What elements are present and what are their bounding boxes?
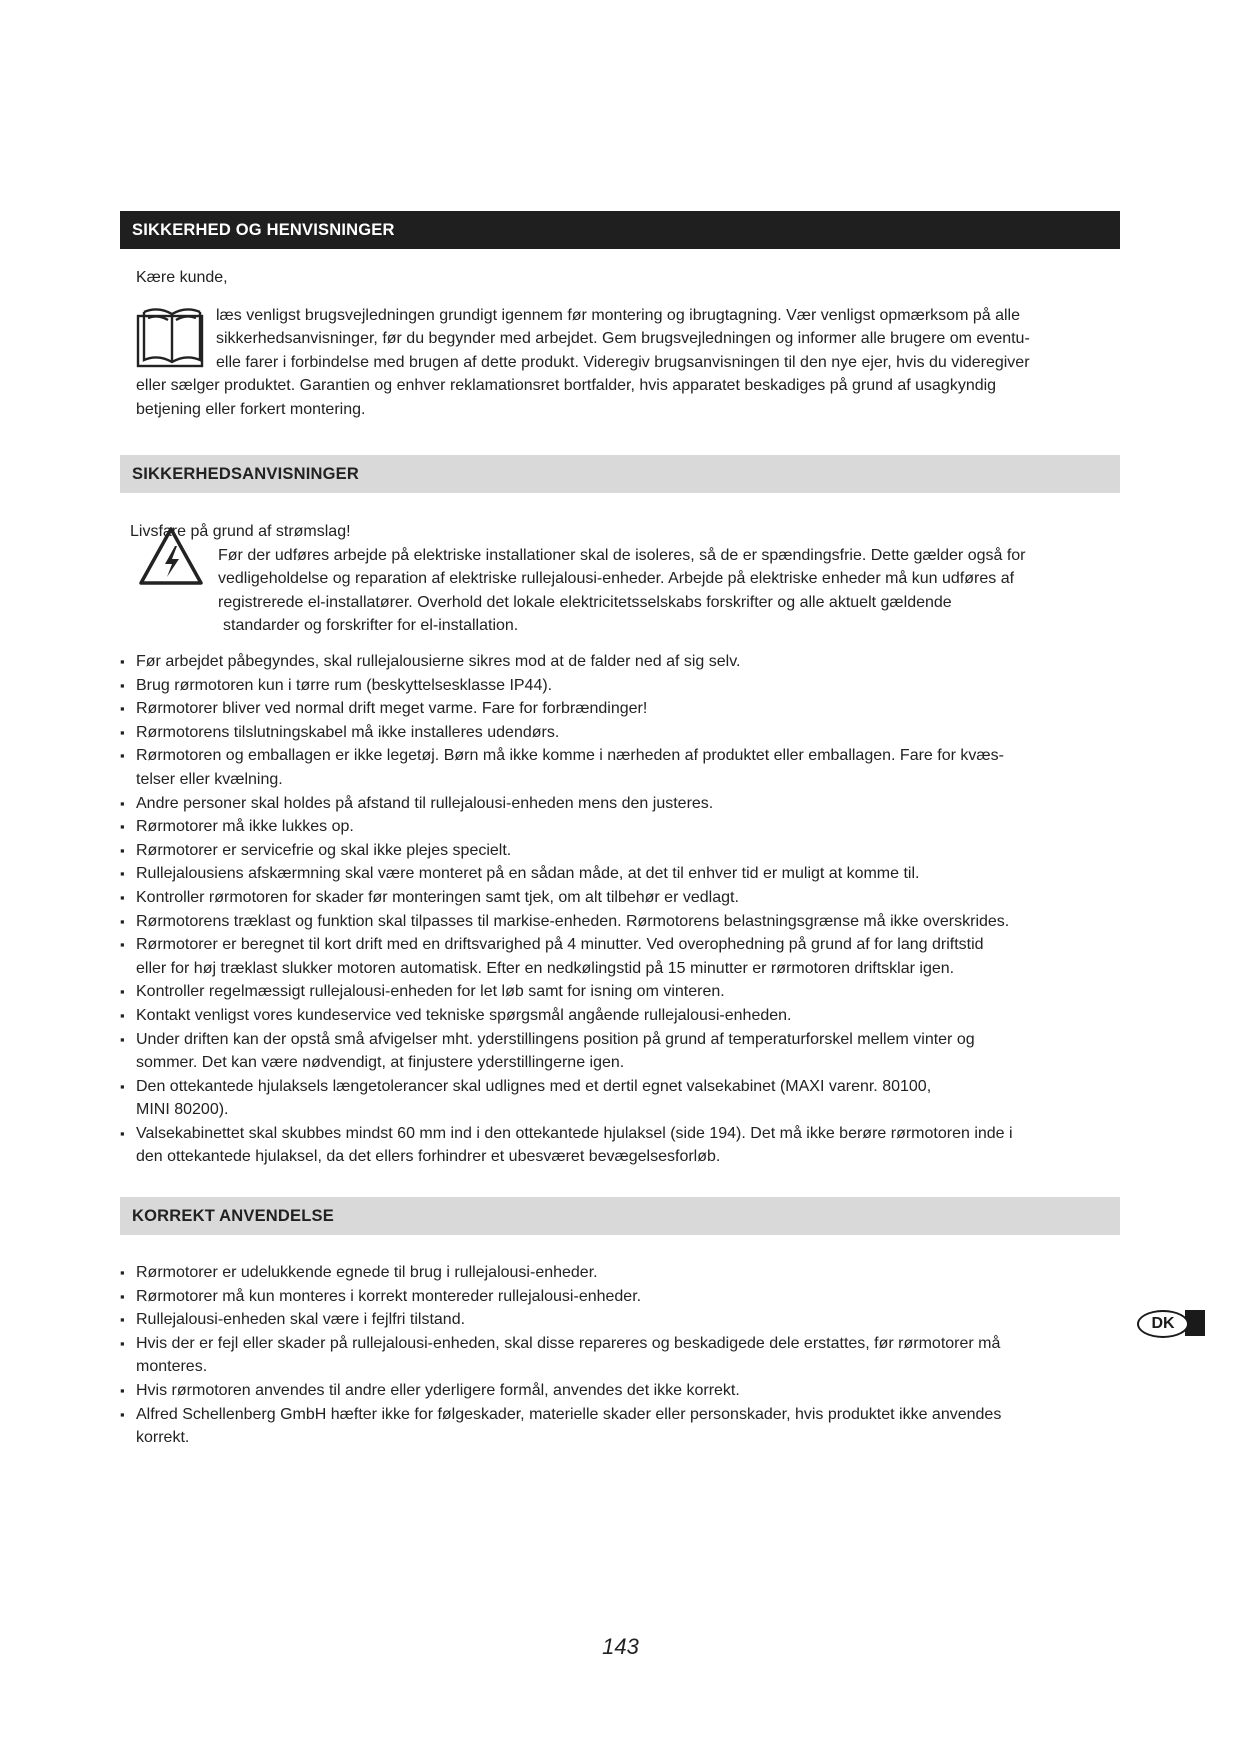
safety-bullet-line: eller for høj træklast slukker motoren automatisk. Efter en nedkølingstid på 15 minutter er rørmotoren driftsklar igen. xyxy=(136,959,955,977)
safety-bullet xyxy=(120,792,1120,816)
safety-bullet-line: ▪ Kontroller rørmotoren for skader før monteringen samt tjek, om alt tilbehør er vedlagt. xyxy=(136,888,739,906)
language-badge-label: DK xyxy=(1137,1310,1189,1338)
safety-bullet-line: ▪ Kontakt venligst vores kundeservice ved tekniske spørgsmål angående rullejalousi-enheden. xyxy=(136,1006,792,1024)
safety-bullet-line: MINI 80200). xyxy=(136,1101,229,1119)
safety-bullet-line: ▪ Under driften kan der opstå små afvigelser mht. yderstillingens position på grund af temperaturforskel mellem vinter og xyxy=(136,1030,975,1048)
safety-bullet-line: ▪ Rørmotoren og emballagen er ikke legetøj. Børn må ikke komme i nærheden af produktet eller emballagen. Fare for kvæs- xyxy=(136,747,1004,765)
safety-bullet-line: ▪ Rørmotorens tilslutningskabel må ikke installeres udendørs. xyxy=(136,723,560,741)
safety-bullet-line: ▪ Før arbejdet påbegyndes, skal rullejalousierne sikres mod at de falder ned af sig selv. xyxy=(136,653,741,670)
use-bullet xyxy=(120,1332,1120,1379)
safety-bullet-line: ▪ Rørmotorer er beregnet til kort drift med en driftsvarighed på 4 minutter. Ved overophedning på grund af for lang driftstid xyxy=(136,936,984,954)
warning-line: vedligeholdelse og reparation af elektriske rullejalousi-enheder. Arbejde på elektriske enheder må kun udføres af xyxy=(218,570,1015,588)
safety-bullet xyxy=(120,980,1120,1004)
warning-line: standarder og forskrifter for el-installation. xyxy=(223,617,519,635)
safety-bullet-line: den ottekantede hjulaksel, da det ellers forhindrer et ubesværet bevægelsesforløb. xyxy=(136,1148,721,1166)
use-bullet-line: ▪ Hvis rørmotoren anvendes til andre eller yderligere formål, anvendes det ikke korrekt. xyxy=(136,1381,740,1399)
intro-line: eller sælger produktet. Garantien og enhver reklamationsret bortfalder, hvis apparatet beskadiges på grund af usagkyndig xyxy=(136,377,997,395)
use-bullet xyxy=(120,1261,1120,1285)
use-bullet xyxy=(120,1308,1120,1332)
greeting: Kære kunde, xyxy=(136,269,228,286)
intro-line: elle farer i forbindelse med brugen af dette produkt. Videregiv brugsanvisningen til den nye ejer, hvis du videregiver xyxy=(216,353,1030,371)
section-header-safety xyxy=(120,211,1120,249)
safety-bullet-line: ▪ Rørmotorens træklast og funktion skal tilpasses til markise-enheden. Rørmotorens belastningsgrænse må ikke overskrides. xyxy=(136,912,1010,930)
safety-bullet xyxy=(120,744,1120,791)
safety-bullet xyxy=(120,1028,1120,1075)
safety-bullet xyxy=(120,933,1120,980)
section-header-safety-label: SIKKERHED OG HENVISNINGER xyxy=(132,221,395,239)
use-bullet-line: ▪ Rørmotorer må kun monteres i korrekt montereder rullejalousi-enheder. xyxy=(136,1287,642,1305)
safety-bullet xyxy=(120,650,1120,674)
correct-use-bullet-list xyxy=(120,1261,1120,1450)
section-header-instructions xyxy=(120,455,1120,493)
safety-bullet-line: ▪ Den ottekantede hjulaksels længetolerancer skal udlignes med et dertil egnet valsekabinet (MAXI varenr. 80100, xyxy=(136,1077,932,1095)
safety-bullet xyxy=(120,886,1120,910)
safety-bullet-line: ▪ Kontroller regelmæssigt rullejalousi-enheden for let løb samt for isning om vinteren. xyxy=(136,983,725,1001)
use-bullet-line: ▪ Rørmotorer er udelukkende egnede til brug i rullejalousi-enheder. xyxy=(136,1264,598,1281)
safety-bullet xyxy=(120,697,1120,721)
safety-bullet xyxy=(120,1122,1120,1169)
safety-bullet-line: sommer. Det kan være nødvendigt, at finjustere yderstillingerne igen. xyxy=(136,1054,625,1072)
warning-line: registrerede el-installatører. Overhold det lokale elektricitetsselskabs forskrifter og alle aktuelt gældende xyxy=(218,593,952,611)
section-header-correct-use xyxy=(120,1197,1120,1235)
intro-paragraph xyxy=(136,266,1121,422)
use-bullet-line: ▪ Alfred Schellenberg GmbH hæfter ikke for følgeskader, materielle skader eller personskader, hvis produktet ikke anvendes xyxy=(136,1405,1002,1423)
book-icon xyxy=(136,304,208,370)
safety-bullet-line: ▪ Rullejalousiens afskærmning skal være monteret på en sådan måde, at det til enhver tid er muligt at komme til. xyxy=(136,865,920,883)
safety-bullet xyxy=(120,815,1120,839)
warning-title: Livsfare på grund af strømslag! xyxy=(130,523,351,540)
safety-bullet-list xyxy=(120,650,1120,1169)
use-bullet xyxy=(120,1379,1120,1403)
intro-line: læs venligst brugsvejledningen grundigt igennem før montering og ibrugtagning. Vær venligst opmærksom på alle xyxy=(216,306,1020,324)
section-header-correct-use-label: KORREKT ANVENDELSE xyxy=(132,1207,334,1225)
safety-bullet-line: ▪ Andre personer skal holdes på afstand til rullejalousi-enheden mens den justeres. xyxy=(136,794,714,812)
page-number: 143 xyxy=(602,1634,639,1659)
safety-bullet xyxy=(120,1075,1120,1122)
warning-line: Før der udføres arbejde på elektriske installationer skal de isoleres, så de er spændingsfrie. Dette gælder også for xyxy=(218,546,1026,564)
safety-bullet-line: ▪ Rørmotorer bliver ved normal drift meget varme. Fare for forbrændinger! xyxy=(136,700,648,718)
use-bullet-line: ▪ Rullejalousi-enheden skal være i fejlfri tilstand. xyxy=(136,1311,466,1329)
warning-block xyxy=(130,520,1120,638)
use-bullet-line: monteres. xyxy=(136,1358,208,1376)
safety-bullet-line: ▪ Brug rørmotoren kun i tørre rum (beskyttelsesklasse IP44). xyxy=(136,676,553,694)
safety-bullet xyxy=(120,1004,1120,1028)
intro-line: betjening eller forkert montering. xyxy=(136,400,366,418)
safety-bullet xyxy=(120,910,1120,934)
safety-bullet xyxy=(120,839,1120,863)
use-bullet-line: korrekt. xyxy=(136,1429,190,1447)
safety-bullet-line: ▪ Valsekabinettet skal skubbes mindst 60 mm ind i den ottekantede hjulaksel (side 194). Det må ikke berøre rørmotoren inde i xyxy=(136,1124,1013,1142)
use-bullet xyxy=(120,1403,1120,1450)
safety-bullet-line: ▪ Rørmotorer må ikke lukkes op. xyxy=(136,818,354,836)
safety-bullet xyxy=(120,862,1120,886)
section-header-instructions-label: SIKKERHEDSANVISNINGER xyxy=(132,465,359,483)
safety-bullet xyxy=(120,674,1120,698)
use-bullet xyxy=(120,1285,1120,1309)
use-bullet-line: ▪ Hvis der er fejl eller skader på rullejalousi-enheden, skal disse repareres og beskadigede dele erstattes, før rørmotorer må xyxy=(136,1334,1001,1352)
intro-line: sikkerhedsanvisninger, før du begynder med arbejdet. Gem brugsvejledningen og informer alle brugere om eventu- xyxy=(216,330,1030,348)
safety-bullet-line: telser eller kvælning. xyxy=(136,770,283,788)
safety-bullet-line: ▪ Rørmotorer er servicefrie og skal ikke plejes specielt. xyxy=(136,841,512,859)
safety-bullet xyxy=(120,721,1120,745)
language-badge xyxy=(1137,1310,1205,1336)
